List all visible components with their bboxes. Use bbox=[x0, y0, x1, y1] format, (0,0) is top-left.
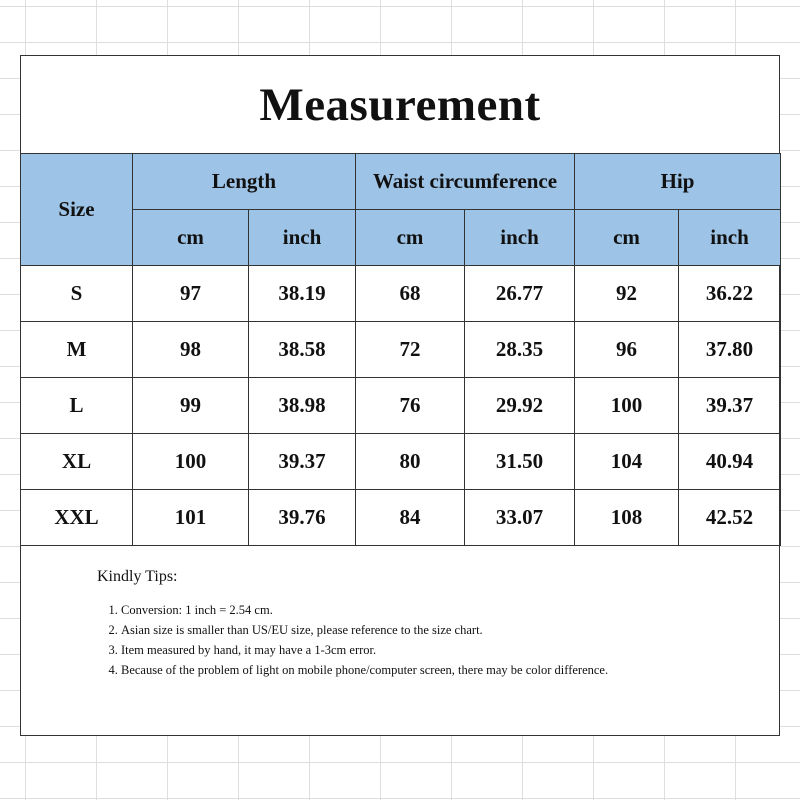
size-label: XL bbox=[21, 434, 133, 490]
size-chart-sheet bbox=[20, 55, 780, 736]
size-label: XXL bbox=[21, 490, 133, 546]
size-label: L bbox=[21, 378, 133, 434]
waist-inch: 29.92 bbox=[465, 378, 575, 434]
length-inch: 39.37 bbox=[249, 434, 356, 490]
hip-inch: 42.52 bbox=[679, 490, 781, 546]
unit-hip-cm: cm bbox=[575, 210, 679, 266]
length-inch: 38.98 bbox=[249, 378, 356, 434]
waist-inch: 33.07 bbox=[465, 490, 575, 546]
length-inch: 39.76 bbox=[249, 490, 356, 546]
unit-length-cm: cm bbox=[133, 210, 249, 266]
size-label: M bbox=[21, 322, 133, 378]
length-cm: 100 bbox=[133, 434, 249, 490]
tip-item: 1. Conversion: 1 inch = 2.54 cm. bbox=[121, 600, 697, 620]
hip-inch: 36.22 bbox=[679, 266, 781, 322]
hip-cm: 100 bbox=[575, 378, 679, 434]
waist-inch: 26.77 bbox=[465, 266, 575, 322]
tips-section bbox=[97, 568, 697, 680]
tip-item: 2. Asian size is smaller than US/EU size, please reference to the size chart. bbox=[121, 620, 697, 640]
waist-cm: 84 bbox=[356, 490, 465, 546]
hip-cm: 104 bbox=[575, 434, 679, 490]
header-length: Length bbox=[133, 154, 356, 210]
hip-inch: 40.94 bbox=[679, 434, 781, 490]
waist-inch: 31.50 bbox=[465, 434, 575, 490]
waist-cm: 80 bbox=[356, 434, 465, 490]
length-inch: 38.58 bbox=[249, 322, 356, 378]
unit-hip-inch: inch bbox=[679, 210, 781, 266]
tip-item: 3. Item measured by hand, it may have a 1-3cm error. bbox=[121, 640, 697, 660]
tip-item: 4. Because of the problem of light on mobile phone/computer screen, there may be color difference. bbox=[121, 660, 697, 680]
chart-title: Measurement bbox=[259, 79, 541, 131]
table-row bbox=[21, 434, 781, 490]
size-table bbox=[20, 153, 781, 546]
waist-cm: 68 bbox=[356, 266, 465, 322]
waist-cm: 76 bbox=[356, 378, 465, 434]
table-row bbox=[21, 266, 781, 322]
table-row bbox=[21, 378, 781, 434]
header-size: Size bbox=[21, 154, 133, 266]
table-row bbox=[21, 490, 781, 546]
tips-list bbox=[97, 600, 697, 680]
waist-inch: 28.35 bbox=[465, 322, 575, 378]
hip-inch: 37.80 bbox=[679, 322, 781, 378]
hip-inch: 39.37 bbox=[679, 378, 781, 434]
hip-cm: 92 bbox=[575, 266, 679, 322]
table-row bbox=[21, 322, 781, 378]
header-waist: Waist circumference bbox=[356, 154, 575, 210]
length-inch: 38.19 bbox=[249, 266, 356, 322]
hip-cm: 96 bbox=[575, 322, 679, 378]
waist-cm: 72 bbox=[356, 322, 465, 378]
unit-length-inch: inch bbox=[249, 210, 356, 266]
length-cm: 98 bbox=[133, 322, 249, 378]
size-label: S bbox=[21, 266, 133, 322]
hip-cm: 108 bbox=[575, 490, 679, 546]
tips-heading: Kindly Tips: bbox=[97, 568, 178, 585]
unit-waist-inch: inch bbox=[465, 210, 575, 266]
header-hip: Hip bbox=[575, 154, 781, 210]
unit-waist-cm: cm bbox=[356, 210, 465, 266]
length-cm: 101 bbox=[133, 490, 249, 546]
length-cm: 97 bbox=[133, 266, 249, 322]
length-cm: 99 bbox=[133, 378, 249, 434]
